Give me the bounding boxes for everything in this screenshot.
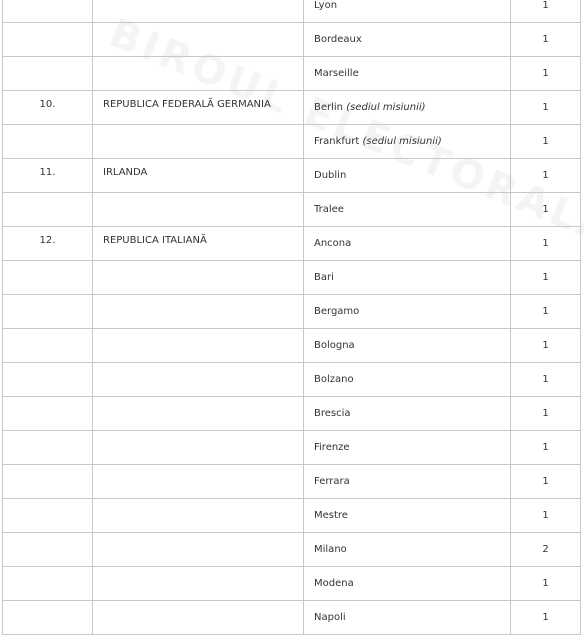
stations-count-cell: 1 xyxy=(511,397,581,431)
row-number-cell xyxy=(3,295,93,329)
country-cell: IRLANDA xyxy=(93,159,304,193)
row-number-cell: 10. xyxy=(3,91,93,125)
table-row xyxy=(3,363,581,397)
table-row xyxy=(3,397,581,431)
city-cell: Tralee xyxy=(304,193,511,227)
row-number-cell xyxy=(3,431,93,465)
stations-count-cell: 1 xyxy=(511,499,581,533)
city-cell: Brescia xyxy=(304,397,511,431)
country-cell xyxy=(93,567,304,601)
city-cell: Milano xyxy=(304,533,511,567)
table-row xyxy=(3,295,581,329)
table-row xyxy=(3,567,581,601)
city-cell: Firenze xyxy=(304,431,511,465)
stations-count-cell: 1 xyxy=(511,261,581,295)
row-number-cell xyxy=(3,363,93,397)
table-row xyxy=(3,465,581,499)
city-cell: Bologna xyxy=(304,329,511,363)
stations-count-cell: 1 xyxy=(511,431,581,465)
row-number-cell xyxy=(3,601,93,635)
stations-count-cell: 2 xyxy=(511,533,581,567)
country-cell xyxy=(93,23,304,57)
stations-count-cell: 1 xyxy=(511,193,581,227)
country-cell xyxy=(93,0,304,23)
city-cell: Ancona xyxy=(304,227,511,261)
country-cell xyxy=(93,431,304,465)
stations-count-cell: 1 xyxy=(511,363,581,397)
city-cell: Bolzano xyxy=(304,363,511,397)
stations-count-cell: 1 xyxy=(511,295,581,329)
city-cell: Berlin (sediul misiunii) xyxy=(304,91,511,125)
city-cell: Bari xyxy=(304,261,511,295)
table-row xyxy=(3,125,581,159)
row-number-cell xyxy=(3,567,93,601)
country-cell xyxy=(93,499,304,533)
row-number-cell: 11. xyxy=(3,159,93,193)
city-cell: Lyon xyxy=(304,0,511,23)
stations-count-cell: 1 xyxy=(511,0,581,23)
stations-count-cell: 1 xyxy=(511,567,581,601)
table-row xyxy=(3,227,581,261)
city-cell: Modena xyxy=(304,567,511,601)
country-cell xyxy=(93,363,304,397)
stations-count-cell: 1 xyxy=(511,601,581,635)
country-cell xyxy=(93,601,304,635)
row-number-cell xyxy=(3,499,93,533)
stations-count-cell: 1 xyxy=(511,465,581,499)
table-row xyxy=(3,329,581,363)
city-cell: Bergamo xyxy=(304,295,511,329)
country-cell xyxy=(93,295,304,329)
country-cell: REPUBLICA FEDERALĂ GERMANIA xyxy=(93,91,304,125)
polling-stations-table xyxy=(2,0,581,635)
country-cell xyxy=(93,261,304,295)
table-row xyxy=(3,193,581,227)
table-row xyxy=(3,499,581,533)
table-row xyxy=(3,431,581,465)
table-row xyxy=(3,159,581,193)
city-cell: Dublin xyxy=(304,159,511,193)
row-number-cell: 12. xyxy=(3,227,93,261)
row-number-cell xyxy=(3,465,93,499)
row-number-cell xyxy=(3,193,93,227)
table-row xyxy=(3,601,581,635)
row-number-cell xyxy=(3,23,93,57)
table-row xyxy=(3,261,581,295)
country-cell xyxy=(93,125,304,159)
country-cell xyxy=(93,193,304,227)
stations-count-cell: 1 xyxy=(511,329,581,363)
stations-count-cell: 1 xyxy=(511,125,581,159)
table-row xyxy=(3,57,581,91)
city-cell: Marseille xyxy=(304,57,511,91)
country-cell xyxy=(93,533,304,567)
row-number-cell xyxy=(3,125,93,159)
table-row xyxy=(3,91,581,125)
country-cell xyxy=(93,465,304,499)
stations-count-cell: 1 xyxy=(511,91,581,125)
table-row xyxy=(3,533,581,567)
city-cell: Bordeaux xyxy=(304,23,511,57)
row-number-cell xyxy=(3,397,93,431)
city-cell: Frankfurt (sediul misiunii) xyxy=(304,125,511,159)
country-cell xyxy=(93,397,304,431)
row-number-cell xyxy=(3,329,93,363)
city-cell: Mestre xyxy=(304,499,511,533)
stations-count-cell: 1 xyxy=(511,57,581,91)
country-cell: REPUBLICA ITALIANĂ xyxy=(93,227,304,261)
city-cell: Ferrara xyxy=(304,465,511,499)
country-cell xyxy=(93,57,304,91)
city-cell: Napoli xyxy=(304,601,511,635)
table-row xyxy=(3,23,581,57)
stations-count-cell: 1 xyxy=(511,23,581,57)
country-cell xyxy=(93,329,304,363)
row-number-cell xyxy=(3,261,93,295)
row-number-cell xyxy=(3,57,93,91)
table-row xyxy=(3,0,581,23)
row-number-cell xyxy=(3,533,93,567)
stations-count-cell: 1 xyxy=(511,159,581,193)
row-number-cell xyxy=(3,0,93,23)
stations-count-cell: 1 xyxy=(511,227,581,261)
